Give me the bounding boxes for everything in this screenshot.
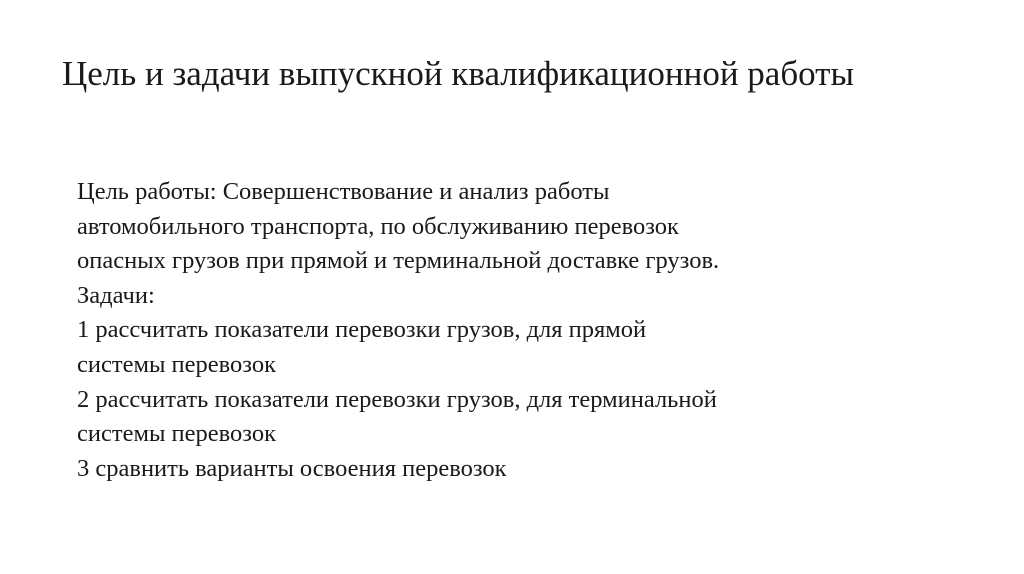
- task-1-line-1: 1 рассчитать показатели перевозки грузов, для прямой: [77, 316, 647, 344]
- task-2-line-1: 2 рассчитать показатели перевозки грузов, для терминальной: [77, 385, 717, 413]
- slide-body: [77, 175, 977, 486]
- goal-line-3: опасных грузов при прямой и терминальной доставке грузов.: [77, 247, 720, 275]
- task-2-line-2: системы перевозок: [77, 420, 276, 448]
- tasks-heading: Задачи:: [77, 281, 155, 309]
- goal-line-2: автомобильного транспорта, по обслуживанию перевозок: [77, 212, 679, 240]
- goal-line-1: Цель работы: Совершенствование и анализ работы: [77, 178, 610, 205]
- task-1-line-2: системы перевозок: [77, 350, 276, 378]
- task-3-line-1: 3 сравнить варианты освоения перевозок: [77, 454, 507, 482]
- slide-title: Цель и задачи выпускной квалификационной работы: [62, 54, 854, 93]
